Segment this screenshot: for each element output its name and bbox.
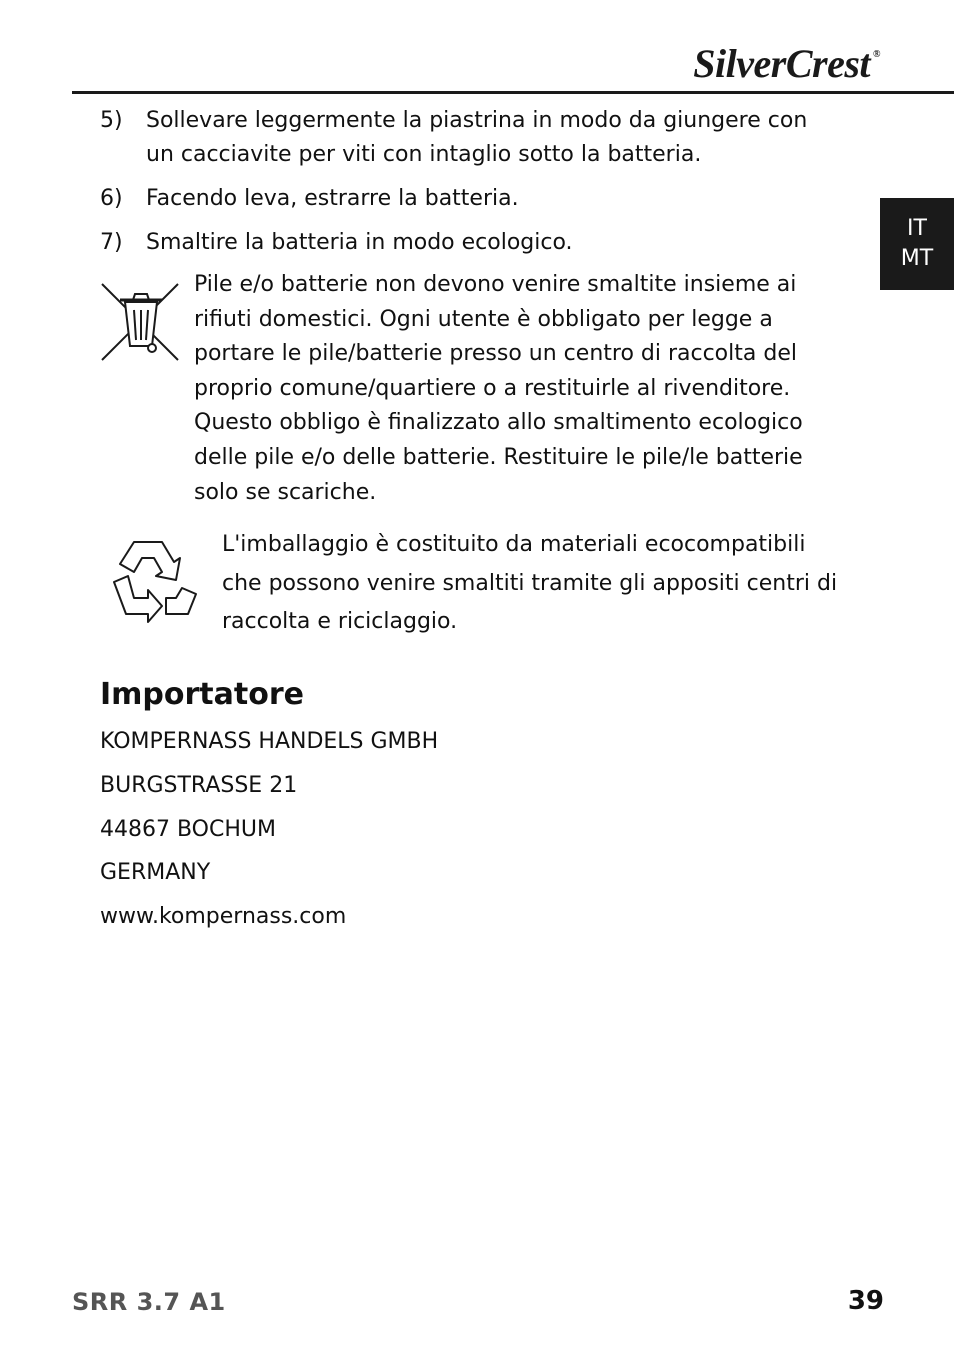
battery-disposal-text: Pile e/o batterie non devono venire smaltite insieme ai rifiuti domestici. Ogni utente è obbligato per legge a portare le pile/batterie presso un centro di raccolta del proprio comune/quartiere o a restituirle al rivenditore. Questo obbligo è finalizzato allo smaltimento ecologico delle pile e/o delle batterie. Restituire le pile/le batterie solo se scariche. [194,272,803,505]
step-text: Facendo leva, estrarre la batteria. [146,186,519,211]
importer-company: KOMPERNASS HANDELS GMBH [100,729,439,755]
step-5 [100,104,840,172]
step-text: Sollevare leggermente la piastrina in modo da giungere con un cacciavite per viti con intaglio sotto la batteria. [146,108,808,167]
footer-model-number: SRR 3.7 A1 [72,1288,226,1316]
footer-page-number: 39 [847,1286,884,1316]
brand-name: SilverCrest [693,41,871,86]
recycle-icon [100,536,222,647]
battery-disposal-note [100,268,840,510]
header-rule [72,91,954,94]
importer-city: 44867 BOCHUM [100,816,276,842]
language-tab-line-1: IT [907,216,927,241]
registered-mark: ® [873,49,880,60]
step-number: 7) [100,230,123,255]
brand-logo [693,41,880,86]
importer-website[interactable]: www.kompernass.com [100,903,347,929]
packaging-text: L'imballaggio è costituito da materiali ecocompatibili che possono venire smaltiti tramite gli appositi centri di raccolta e riciclaggio. [222,532,838,635]
importer-street: BURGSTRASSE 21 [100,772,298,798]
step-7 [100,226,840,260]
language-tab-line-2: MT [900,246,934,271]
step-number: 6) [100,186,123,211]
page-content [100,104,840,939]
importer-heading: Importatore [100,677,304,713]
packaging-note [100,526,840,647]
step-number: 5) [100,108,123,133]
importer-country: GERMANY [100,860,211,886]
language-tab [880,198,954,290]
crossed-out-bin-icon [100,282,194,379]
step-text: Smaltire la batteria in modo ecologico. [146,230,573,255]
step-6 [100,182,840,216]
